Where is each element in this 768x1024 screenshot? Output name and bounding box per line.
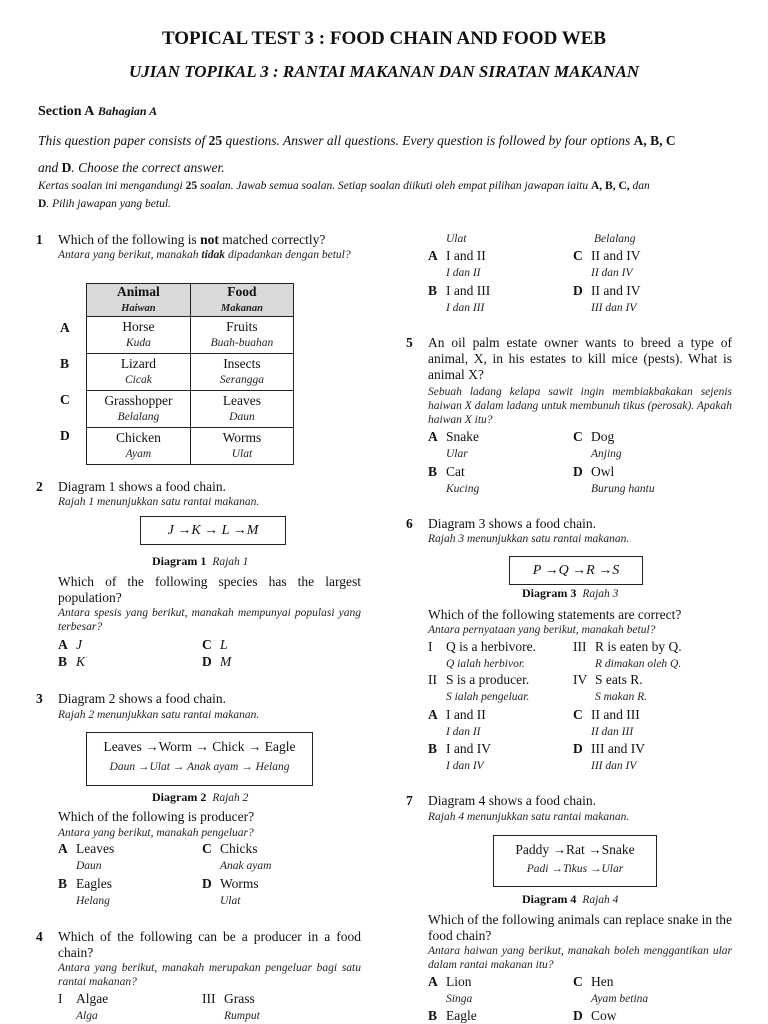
statement-ii: II S is a producer. S ialah pengeluar. [428, 672, 530, 703]
option-letter[interactable]: A [60, 320, 70, 335]
option-c[interactable]: C II and IV II dan IV [573, 248, 641, 279]
option-d[interactable]: D M [202, 654, 232, 669]
question-number: 2 [36, 479, 43, 494]
question-number: 6 [406, 516, 413, 531]
q5-text: An oil palm estate owner wants to breed a type of animal, X, in his estates to kill mice (pests). What is animal X? [428, 335, 732, 382]
table-row: Chicken Ayam Worms Ulat [87, 428, 294, 465]
option-letter[interactable]: D [60, 428, 70, 443]
table-header-animal: Animal Haiwan [87, 284, 191, 317]
statement-iii: III R is eaten by Q. R dimakan oleh Q. [573, 639, 682, 670]
diagram-2-caption: Diagram 2 Rajah 2 [152, 790, 249, 804]
q6-question-ms: Antara pernyataan yang berikut, manakah betul? [428, 624, 656, 636]
option-d[interactable]: D Worms Ulat [202, 876, 259, 907]
option-c[interactable]: C Hen Ayam betina [573, 974, 649, 1005]
option-letter[interactable]: C [60, 392, 70, 407]
option-a[interactable]: A Lion Singa [428, 974, 473, 1005]
q6-text: Diagram 3 shows a food chain. [428, 516, 596, 531]
q6-question: Which of the following statements are correct? [428, 607, 682, 622]
instructions-en: This question paper consists of 25 questions. Answer all questions. Every question is followed by four options A, B, C and D. Choose the correct answer. [38, 133, 676, 175]
section-heading: Section A Bahagian A [38, 104, 158, 119]
q3-text-ms: Rajah 2 menunjukkan satu rantai makanan. [58, 709, 260, 721]
question-number: 3 [36, 691, 43, 706]
q6-text-ms: Rajah 3 menunjukkan satu rantai makanan. [428, 533, 630, 545]
option-a[interactable]: A J [58, 637, 82, 652]
option-b[interactable]: B I and III I dan III [428, 283, 491, 314]
q3-question: Which of the following is producer? [58, 809, 255, 824]
q4-text: Which of the following can be a producer in a food chain? [58, 929, 361, 960]
option-c[interactable]: C II and III II dan III [573, 707, 640, 738]
diagram-1-chain: J →K → L →M [140, 516, 286, 545]
option-a[interactable]: A I and II I dan II [428, 248, 486, 279]
diagram-1-caption: Diagram 1 Rajah 1 [152, 554, 249, 568]
option-a[interactable]: A Snake Ular [428, 429, 479, 460]
q1-text-ms: Antara yang berikut, manakah tidak dipadankan dengan betul? [58, 249, 351, 261]
table-row: Horse Kuda Fruits Buah-buahan [87, 317, 294, 354]
q2-question: Which of the following species has the largest population? [58, 574, 361, 605]
question-number: 5 [406, 335, 413, 350]
q2-text: Diagram 1 shows a food chain. [58, 479, 226, 494]
diagram-3-chain: P →Q →R →S [509, 556, 643, 585]
option-c[interactable]: C L [202, 637, 228, 652]
statement-iii: III Grass Rumput [202, 991, 260, 1022]
question-number: 1 [36, 232, 43, 247]
option-b[interactable]: B K [58, 654, 86, 669]
page-title: TOPICAL TEST 3 : FOOD CHAIN AND FOOD WEB [161, 28, 607, 49]
diagram-2-chain: Leaves →Worm → Chick → Eagle Daun →Ulat → Anak ayam → Helang [86, 732, 313, 786]
question-number: 7 [406, 793, 413, 808]
q7-question: Which of the following animals can replace snake in the food chain? [428, 912, 733, 943]
diagram-3-caption: Diagram 3 Rajah 3 [522, 586, 619, 600]
table-row: Grasshopper Belalang Leaves Daun [87, 391, 294, 428]
question-number: 4 [36, 929, 43, 944]
option-b[interactable]: B Eagle [428, 1008, 477, 1023]
q3-text: Diagram 2 shows a food chain. [58, 691, 226, 706]
q4-text-ms: Antara yang berikut, manakah merupakan pengeluar bagi satu rantai makanan? [58, 962, 361, 988]
q5-text-ms: Sebuah ladang kelapa sawit ingin membiakbakakan sejenis haiwan X dalam ladang untuk membunuh tikus (perosak). Apakah haiwan X itu? [428, 386, 732, 426]
q7-question-ms: Antara haiwan yang berikut, manakah boleh menggantikan ular dalam rantai makanan itu? [428, 945, 732, 971]
instructions-ms: Kertas soalan ini mengandungi 25 soalan. Jawab semua soalan. Setiap soalan diikuti oleh empat pilihan jawapan iaitu A, B, C, dan D. Pilih jawapan yang betul. [38, 180, 650, 210]
q1-text: Which of the following is not matched correctly? [58, 232, 326, 247]
option-d[interactable]: D Cow [573, 1008, 617, 1023]
q3-question-ms: Antara yang berikut, manakah pengeluar? [58, 827, 254, 839]
option-c[interactable]: C Chicks Anak ayam [202, 841, 272, 872]
q7-text: Diagram 4 shows a food chain. [428, 793, 596, 808]
option-a[interactable]: A I and II I dan II [428, 707, 486, 738]
statement-i: I Algae Alga [58, 991, 109, 1022]
statement-iv: IV S eats R. S makan R. [573, 672, 648, 703]
statement-iv-ms: Belalang [594, 233, 636, 245]
option-d[interactable]: D III and IV III dan IV [573, 741, 645, 772]
diagram-4-caption: Diagram 4 Rajah 4 [522, 892, 619, 906]
option-letter[interactable]: B [60, 356, 70, 371]
table-header-food: Food Makanan [190, 284, 293, 317]
option-c[interactable]: C Dog Anjing [573, 429, 622, 460]
table-row: Lizard Cicak Insects Serangga [87, 354, 294, 391]
option-b[interactable]: B I and IV I dan IV [428, 741, 491, 772]
option-b[interactable]: B Eagles Helang [58, 876, 112, 907]
statement-i: I Q is a herbivore. Q ialah herbivor. [428, 639, 536, 670]
option-b[interactable]: B Cat Kucing [428, 464, 480, 495]
q2-question-ms: Antara spesis yang berikut, manakah mempunyai populasi yang terbesar? [58, 607, 361, 633]
option-a[interactable]: A Leaves Daun [58, 841, 115, 872]
diagram-4-chain: Paddy →Rat →Snake Padi →Tikus →Ular [493, 835, 657, 887]
option-d[interactable]: D II and IV III dan IV [573, 283, 641, 314]
page-subtitle: UJIAN TOPIKAL 3 : RANTAI MAKANAN DAN SIRATAN MAKANAN [128, 62, 640, 81]
statement-ii-ms: Ulat [446, 233, 467, 245]
option-d[interactable]: D Owl Burung hantu [573, 464, 655, 495]
q2-text-ms: Rajah 1 menunjukkan satu rantai makanan. [58, 496, 260, 508]
animal-food-table [86, 283, 294, 465]
q7-text-ms: Rajah 4 menunjukkan satu rantai makanan. [428, 811, 630, 823]
